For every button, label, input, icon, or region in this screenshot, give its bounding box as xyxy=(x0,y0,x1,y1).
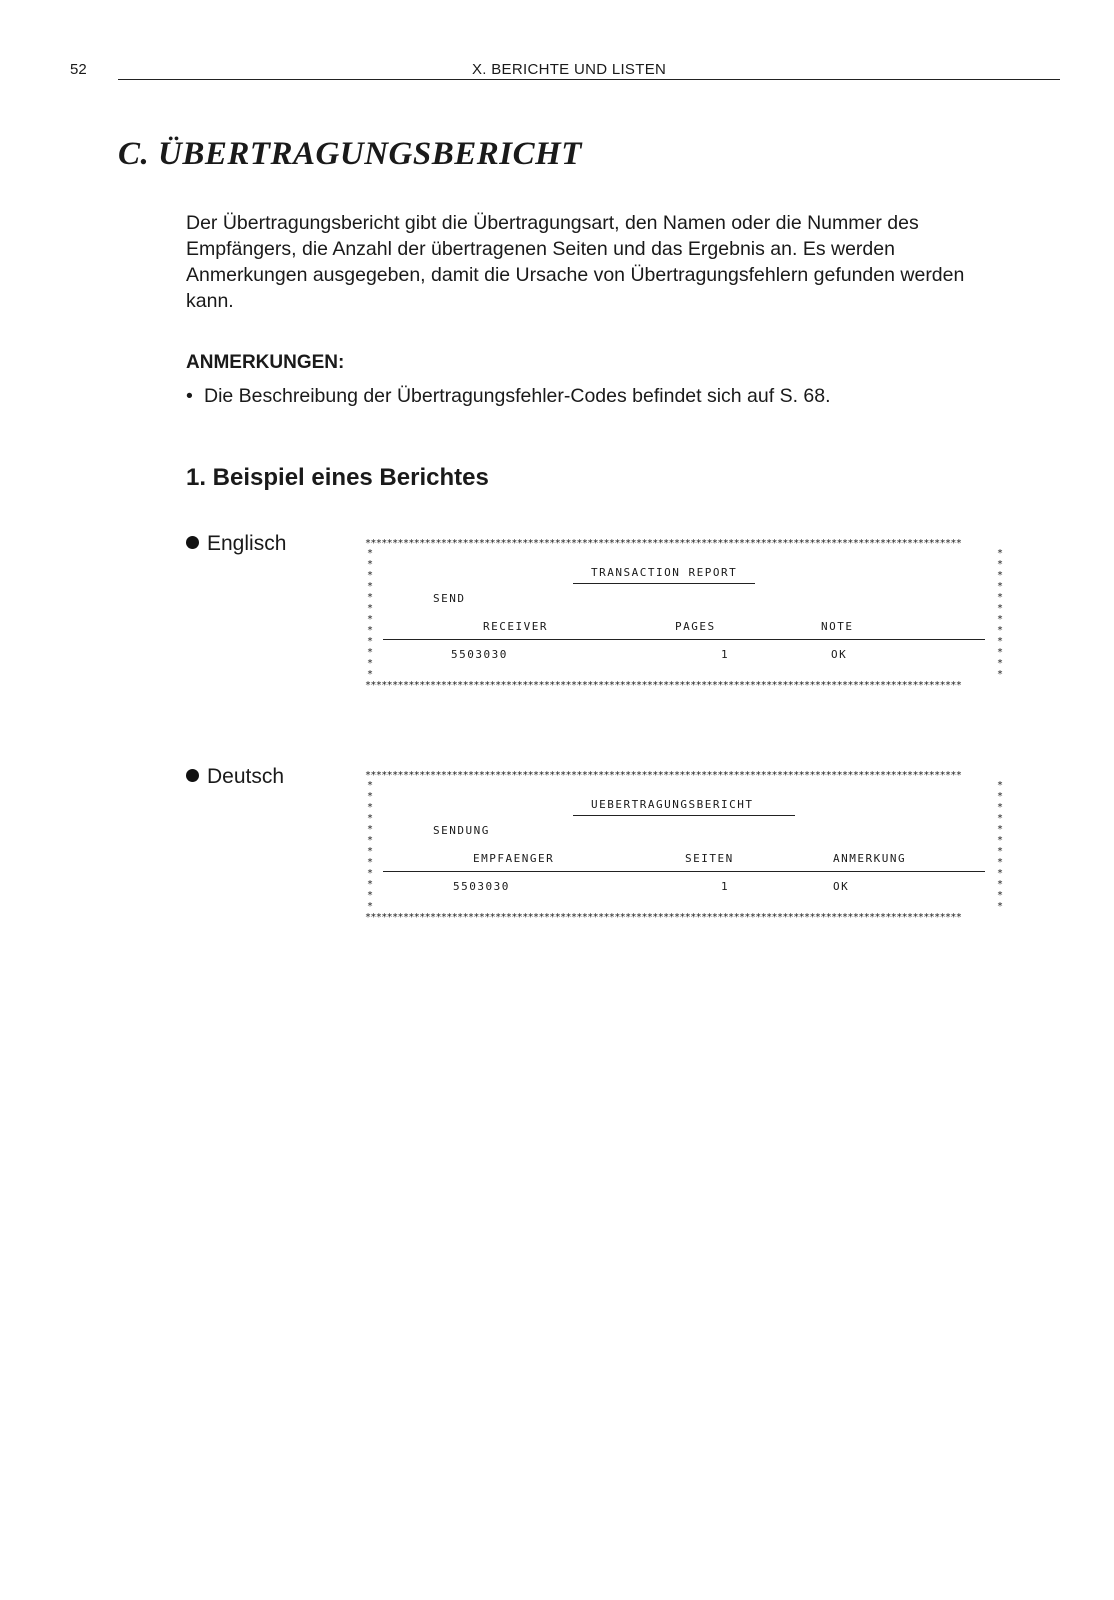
report-title: TRANSACTION REPORT xyxy=(591,566,738,579)
column-rule xyxy=(383,639,985,640)
section-title: C. ÜBERTRAGUNGSBERICHT xyxy=(118,136,582,172)
bullet-icon: • xyxy=(186,385,193,407)
report-title: UEBERTRAGUNGSBERICHT xyxy=(591,798,754,811)
col-header-receiver: EMPFAENGER xyxy=(473,852,555,865)
bullet-dot-icon xyxy=(186,536,199,549)
value-pages: 1 xyxy=(721,648,730,661)
note-item xyxy=(186,385,831,408)
value-pages: 1 xyxy=(721,880,730,893)
col-header-pages: PAGES xyxy=(675,620,716,633)
value-receiver: 5503030 xyxy=(451,648,508,661)
report-mode: SENDUNG xyxy=(433,824,490,837)
col-header-pages: SEITEN xyxy=(685,852,734,865)
star-border-top: ************************************************************************************************************** xyxy=(365,770,962,781)
language-label: Englisch xyxy=(207,532,287,555)
report-english xyxy=(365,538,1005,698)
report-mode: SEND xyxy=(433,592,466,605)
report-german xyxy=(365,770,1005,930)
running-head: X. BERICHTE UND LISTEN xyxy=(472,61,667,78)
star-border-top: ************************************************************************************************************** xyxy=(365,538,962,549)
bullet-dot-icon xyxy=(186,769,199,782)
notes-heading: ANMERKUNGEN: xyxy=(186,352,345,373)
intro-paragraph: Der Übertragungsbericht gibt die Übertragungsart, den Namen oder die Nummer des Empfängers, die Anzahl der übertragenen Seiten und das Ergebnis an. Es werden Anmerkungen ausgegeben, damit die Ursache von Übertragungsfehlern gefunden werden kann. xyxy=(186,212,965,312)
col-header-note: NOTE xyxy=(821,620,854,633)
star-border-left: * * * * * * * * * * * * xyxy=(366,548,374,680)
star-border-bottom: ************************************************************************************************************** xyxy=(365,680,962,691)
value-note: OK xyxy=(833,880,850,893)
col-header-note: ANMERKUNG xyxy=(833,852,907,865)
language-label: Deutsch xyxy=(207,765,285,788)
note-text: Die Beschreibung der Übertragungsfehler-Codes befindet sich auf S. 68. xyxy=(204,385,831,407)
star-border-right: * * * * * * * * * * * * xyxy=(996,548,1004,680)
example-heading: 1. Beispiel eines Berichtes xyxy=(186,464,489,491)
language-label-english xyxy=(186,532,286,556)
report-title-underline xyxy=(573,815,795,816)
column-rule xyxy=(383,871,985,872)
star-border-right: * * * * * * * * * * * * xyxy=(996,780,1004,912)
page-number: 52 xyxy=(70,61,87,78)
value-note: OK xyxy=(831,648,848,661)
report-title-underline xyxy=(573,583,755,584)
col-header-receiver: RECEIVER xyxy=(483,620,548,633)
value-receiver: 5503030 xyxy=(453,880,510,893)
header-rule xyxy=(118,79,1060,80)
star-border-left: * * * * * * * * * * * * xyxy=(366,780,374,912)
star-border-bottom: ************************************************************************************************************** xyxy=(365,912,962,923)
language-label-german xyxy=(186,765,284,789)
